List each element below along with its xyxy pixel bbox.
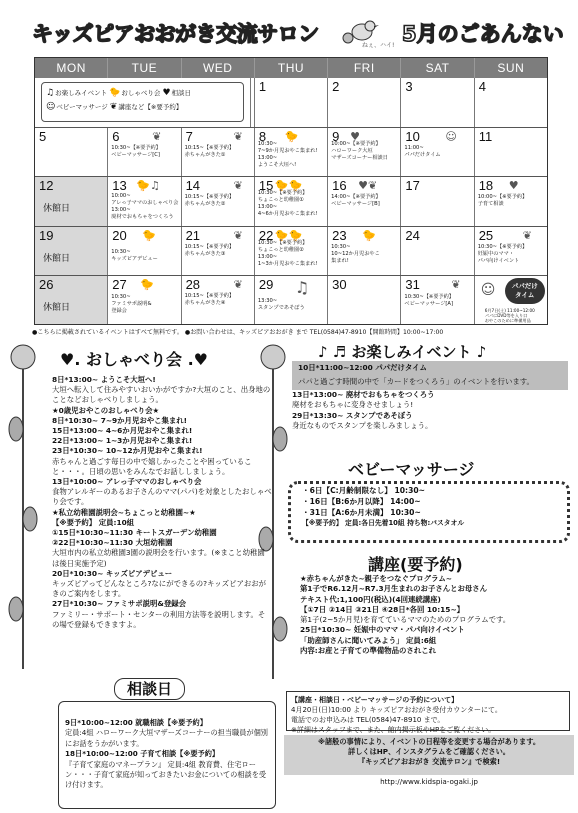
day-number: 21 xyxy=(185,227,201,243)
event-line: 13:30~ xyxy=(257,297,278,304)
closed-label: 休館日 xyxy=(43,302,71,313)
event-line: 赤ちゃんがきた④ xyxy=(184,299,226,306)
weekday-thu: THU xyxy=(255,58,328,78)
legend-massage: ベビーマッサージ xyxy=(56,103,108,111)
bottom-note-line: 『キッズピアおおがき 交流サロン』で検索! xyxy=(357,757,501,766)
papa-note-line: おやこのために準備用品 xyxy=(484,317,531,323)
koza-item-heading: 内容:お産と子育ての準備物品のされこれ xyxy=(300,646,436,656)
event-line: 赤ちゃんがきた③ xyxy=(184,250,226,257)
calendar-cell-5 xyxy=(35,128,108,176)
bird-icon: 🐤 xyxy=(142,228,156,242)
month-title: 5月のごあんない xyxy=(402,22,564,46)
koza-item-heading: 25日*10:30~ 妊娠中のママ・パパ向けイベント xyxy=(300,625,465,635)
soudan-item-heading: 18日*10:00~12:00 子育て相談【※要予約】 xyxy=(65,749,220,759)
day-number: 16 xyxy=(332,178,347,194)
cell-events xyxy=(478,244,528,265)
calendar-cell-12 xyxy=(35,177,108,225)
koza-section xyxy=(288,552,570,692)
event-line: 10:30~【※要予約】 xyxy=(257,239,308,246)
calendar-cell-30 xyxy=(328,276,401,324)
calendar-cell-20 xyxy=(108,227,181,275)
event-line: 11:00~ xyxy=(404,145,424,152)
legend-course: 講座など【※要予約】 xyxy=(118,103,183,111)
calendar-cell-19 xyxy=(35,227,108,275)
weekday-tue: TUE xyxy=(108,58,181,78)
calendar-cell-14 xyxy=(182,177,255,225)
baby-line: 【※要予約】 定員:各日先着10組 持ち物:バスタオル xyxy=(302,519,465,527)
baby-line: ・16日【B:6か月以降】 14:00~ xyxy=(302,497,421,506)
chatter-item-text: 大垣へ転入して住みやすいおいかがですか?大垣のこと、出身地のことなどおしゃべりしましょう。 xyxy=(52,385,271,405)
cell-events xyxy=(404,294,454,308)
koza-item-heading: ★赤ちゃんがきた~親子をつなぐプログラム~ xyxy=(300,574,452,583)
chatter-item-heading: 27日*10:30~ ファミサポ説明&登録会 xyxy=(52,599,187,609)
event-line: ベビーマッサージ[A] xyxy=(404,300,453,307)
day-number: 5 xyxy=(39,129,47,145)
calendar-cell-22 xyxy=(255,227,328,275)
koza-item-text: 第1子(2~5か月児)を育てているママのためのプログラムです。 xyxy=(300,615,511,625)
calendar-cell-4 xyxy=(475,78,547,127)
chatter-item-text: 食物アレルギーのあるお子さんのママ(パパ)を対象としたおしゃべり会です。 xyxy=(52,487,272,507)
calendar-cell-28 xyxy=(182,276,255,324)
soudan-title: 相談日 xyxy=(114,678,185,700)
calendar-body xyxy=(35,78,547,324)
chatter-title-text: おしゃべり会 xyxy=(86,350,183,369)
day-number: 11 xyxy=(478,129,493,145)
chatter-item-heading: ★0歳児おやこのおしゃべり会★ xyxy=(52,405,160,415)
event-line: ベビーマッサージ[C] xyxy=(111,152,160,159)
calendar-legend xyxy=(35,78,251,127)
day-number: 17 xyxy=(405,178,420,194)
calendar-cell-21 xyxy=(182,227,255,275)
day-number: 8 xyxy=(258,129,267,145)
day-number: 30 xyxy=(332,276,347,292)
calendar-cell-24 xyxy=(401,227,474,275)
chatter-item-text: ファミリー・サポート・センターの利用方法等を説明します。その場で登録もできますよ。 xyxy=(52,609,266,629)
event-line: 10:15~【※要予約】 xyxy=(184,243,235,250)
event-line: ちょこっと幼稚園① xyxy=(257,197,304,204)
events-list xyxy=(292,361,568,441)
event-line: 10~12か月児おやこ xyxy=(331,250,380,257)
day-number: 12 xyxy=(39,178,54,194)
event-item-text: パパと過ごす時間の中で「カードをつくろう」のイベントを行います。 xyxy=(292,375,568,389)
event-line: ちょこっと幼稚園② xyxy=(257,246,304,253)
event-line: 4~6か月児おやこ集まれ! xyxy=(257,211,318,218)
papa-time-date: 6月7日(土) 11:00~12:00 xyxy=(484,307,535,313)
day-number: 13 xyxy=(112,178,127,194)
cell-events xyxy=(258,240,318,268)
calendar-week-4 xyxy=(35,226,547,275)
cell-events xyxy=(258,190,318,218)
website-link[interactable]: http://www.kidspia-ogaki.jp xyxy=(380,777,478,786)
calendar-cell-18 xyxy=(475,177,547,225)
calendar-cell-papa xyxy=(475,276,547,324)
event-line: 赤ちゃんがきた① xyxy=(184,152,226,159)
day-number: 25 xyxy=(478,227,494,243)
day-number: 6 xyxy=(112,129,120,145)
calendar-cell-13 xyxy=(108,177,181,225)
calendar-cell-9 xyxy=(328,128,401,176)
bottom-note-line: 詳しくはHP、インスタグラムをご確認ください。 xyxy=(348,747,510,756)
heart-icon: ♥. xyxy=(60,350,81,369)
header-deco-text: ねぇ、ハイ! xyxy=(362,42,395,49)
event-line: パパ向けイベント xyxy=(477,257,520,264)
day-number: 29 xyxy=(258,276,274,292)
leaf-icon: ❦ xyxy=(233,277,243,291)
papa-note-line: パパにDVD等を入り口 xyxy=(484,312,528,318)
chatter-item-heading: 【※要予約】 定員:10組 xyxy=(52,517,135,527)
baby-massage-section xyxy=(288,457,570,543)
weekday-mon: MON xyxy=(35,58,108,78)
leaf-icon: ❦ xyxy=(233,130,243,144)
left-column xyxy=(0,339,294,813)
bird-music-icon: 🐤♫ xyxy=(136,179,160,193)
weekday-wed: WED xyxy=(182,58,255,78)
event-line: 13:00~ xyxy=(257,204,278,211)
event-line: 10:15~【※要予約】 xyxy=(184,292,235,299)
day-number: 7 xyxy=(185,129,193,145)
event-line: 10:30~ xyxy=(111,293,131,300)
music-note-icon: ♪ xyxy=(476,343,487,361)
papa-time-title xyxy=(505,278,545,304)
chatter-item-text: 大垣市内の私立幼稚園3園の説明会を行います。(※まこと幼稚園は後日実施予定) xyxy=(52,548,265,568)
flower-vine-left-icon xyxy=(6,339,40,669)
reserve-line: 4月20日(日)10:00 より キッズピアおおがき受付カウンターにて。 xyxy=(291,706,502,714)
event-line: 10:00~【※要予約】 xyxy=(477,194,528,201)
koza-list xyxy=(300,574,566,656)
chatter-item-heading: 22日*13:00~ 1~3か月児おやこ集まれ! xyxy=(52,436,193,446)
day-number: 18 xyxy=(478,178,494,194)
soudan-box xyxy=(58,701,276,809)
header xyxy=(0,0,578,56)
calendar-cell-25 xyxy=(475,227,547,275)
event-line: スタンプであそぼう xyxy=(257,304,305,311)
bird-icon: 🐤 xyxy=(284,130,299,144)
day-number: 22 xyxy=(258,227,274,243)
calendar-cell-11 xyxy=(475,128,547,176)
cell-events xyxy=(185,145,235,159)
chatter-item-heading: 20日*10:30~ キッズピアデビュー xyxy=(52,568,173,578)
leaf-icon: ❦ xyxy=(522,228,532,242)
cell-events xyxy=(258,141,318,169)
event-line: 7~9か月児おやこ集まれ! xyxy=(257,148,318,155)
leaf-icon: ❦ xyxy=(451,277,461,291)
koza-item-heading: 第1子でR6.12月~R7.3月生まれのお子さんとお母さん xyxy=(300,584,488,594)
father-face-icon: ☺ xyxy=(480,281,496,298)
event-line: 1~3か月児おやこ集まれ! xyxy=(257,260,318,267)
leaf-icon: ❦ xyxy=(109,102,118,112)
event-line: ファミサポ説明& xyxy=(111,300,152,307)
event-line: パパだけタイム xyxy=(404,152,441,159)
chatter-item-heading: 15日*13:00~ 4~6か月児おやこ集まれ! xyxy=(52,426,193,436)
day-number: 26 xyxy=(39,276,54,292)
event-line: 13:00~ xyxy=(257,253,278,260)
event-line: キッズピアデビュー xyxy=(111,255,158,262)
soudan-item-heading: 9日*10:00~12:00 就職相談【※要予約】 xyxy=(65,718,207,727)
chatter-item-text: キッズピアってどんなところ?なにができるの?キッズピアおおがきのご案内をします。 xyxy=(52,579,267,599)
event-line: 10:00~【※要予約】 xyxy=(331,141,381,148)
event-line: 14:00~【※要予約】 xyxy=(331,194,381,201)
event-line: 10:30~【※要予約】 xyxy=(477,243,528,250)
calendar-cell-31 xyxy=(401,276,474,324)
calendar-cell-6 xyxy=(108,128,181,176)
event-line: 10:30~【※要予約】 xyxy=(404,293,454,300)
leaf-icon: ❦ xyxy=(152,130,162,144)
baby-line: ・31日【A:6か月未満】 10:30~ xyxy=(302,508,421,517)
cell-events xyxy=(258,298,305,312)
calendar-weekday-header xyxy=(35,58,547,78)
cell-events xyxy=(404,145,440,159)
closed-label: 休館日 xyxy=(43,253,71,264)
bottom-note xyxy=(284,735,574,775)
calendar-cell-29 xyxy=(255,276,328,324)
chatter-item-heading: 23日*10:30~ 10~12か月児おやこ集まれ! xyxy=(52,446,203,456)
bird-icon: 🐤 xyxy=(109,88,121,98)
heart-icon: ♥ xyxy=(508,179,519,193)
event-line: 妊娠中のママ・ xyxy=(477,250,515,257)
heart-icon: ♥ xyxy=(162,88,171,98)
baby-line: ・6日【C:月齢制限なし】 10:30~ xyxy=(302,486,426,495)
soudan-item-text: 『子育て家庭のマネープラン』 定員:4組 教育費、住宅ローン・・・子育て家庭が知っておきたいお金についての相談を受け付けます。 xyxy=(65,759,267,790)
event-item-text: 廃材をおもちゃに変身させましょう! xyxy=(292,400,414,410)
event-line: 13:00~ xyxy=(257,155,278,162)
weekday-fri: FRI xyxy=(328,58,401,78)
notes-line: ●こちらに掲載されているイベントはすべて無料です。 ●お問い合わせは、キッズピアおおがき まで TEL(0584)47-8910【開館時間】10:00~17:00 xyxy=(32,329,444,336)
papa-time-label: パパだけ タイム xyxy=(511,281,538,299)
chatter-item-text: 赤ちゃんと過ごす毎日の中で嬉しかったことや困っていること・・・。日頃の思いをみんなでお話ししましょう。 xyxy=(52,456,252,476)
calendar-cell-15 xyxy=(255,177,328,225)
event-line: 10:30~【※要予約】 xyxy=(111,145,161,152)
day-number: 9 xyxy=(332,129,340,145)
chatter-title xyxy=(60,347,208,370)
koza-title: 講座(要予約) xyxy=(368,555,463,574)
calendar-cell-2 xyxy=(328,78,401,127)
event-line: 10:15~【※要予約】 xyxy=(184,194,235,201)
event-line: ようこそ大垣へ! xyxy=(257,162,297,169)
calendar-cell-17 xyxy=(401,177,474,225)
day-number: 1 xyxy=(258,79,267,94)
bird-pair-icon: 🐤🐤 xyxy=(274,228,303,242)
baby-icon: ☺ xyxy=(46,102,56,112)
event-line: 10:30~ xyxy=(111,248,131,255)
day-number: 10 xyxy=(405,129,420,145)
bird-icon: 🐤 xyxy=(362,228,376,242)
calendar-cell-7 xyxy=(182,128,255,176)
reserve-line: ※詳細はスタッフまで、また、館内掲示板やHPをご覧ください。 xyxy=(291,726,496,734)
closed-label: 休館日 xyxy=(43,204,71,215)
calendar-week-2 xyxy=(35,127,547,176)
calendar-cell-1 xyxy=(255,78,328,127)
event-line: ベビーマッサージ[B] xyxy=(331,201,380,208)
baby-title: ベビーマッサージ xyxy=(348,460,475,479)
event-item-heading: 10日*11:00~12:00 パパだけタイム xyxy=(292,361,568,375)
legend-line-1 xyxy=(46,86,239,100)
heart-leaf-icon: ♥❦ xyxy=(358,179,378,193)
papa-time-note xyxy=(485,308,535,323)
leaf-icon: ❦ xyxy=(233,179,243,193)
cell-events xyxy=(331,244,380,265)
legend-consult: 相談日 xyxy=(171,89,192,97)
chatter-item-heading: ①15日*10:30~11:30 キートスガーデン幼稚園 xyxy=(52,528,217,538)
calendar-cell-3 xyxy=(401,78,474,127)
music-note-icon: ♫ xyxy=(294,277,310,297)
right-column xyxy=(284,339,578,813)
weekday-sat: SAT xyxy=(401,58,474,78)
event-line: 10:00~ xyxy=(111,193,131,200)
events-title-text: お楽しみイベント xyxy=(351,343,472,361)
legend-line-2 xyxy=(46,100,239,114)
legend-event: お楽しみイベント xyxy=(55,89,108,97)
cell-events xyxy=(185,293,235,307)
cell-events xyxy=(331,141,388,162)
day-number: 24 xyxy=(405,227,420,243)
day-number: 28 xyxy=(185,276,201,292)
cell-events xyxy=(185,244,235,258)
reserve-box xyxy=(286,691,570,734)
heart-icon: .♥ xyxy=(187,350,209,369)
event-line: 集まれ! xyxy=(331,257,349,264)
koza-item-heading: 【①7日 ②14日 ③21日 ④28日*各回 10:15~】 xyxy=(300,604,465,614)
calendar-cell-8 xyxy=(255,128,328,176)
event-line: 廃材でおもちゃをつくろう xyxy=(111,214,174,221)
baby-lines xyxy=(302,485,548,529)
day-number: 2 xyxy=(332,79,340,94)
calendar-cell-26 xyxy=(35,276,108,324)
calendar xyxy=(34,57,548,325)
heart-icon: ♥ xyxy=(350,130,360,144)
calendar-cell-27 xyxy=(108,276,181,324)
koza-item-heading: 「助産師さんに聞いてみよう」 定員:6組 xyxy=(300,635,437,645)
event-line: 10:30~【※要予約】 xyxy=(257,190,308,197)
legend-chat: おしゃべり会 xyxy=(121,89,161,97)
day-number: 23 xyxy=(332,227,347,243)
cell-events xyxy=(111,145,161,159)
event-line: ハローワーク大垣 xyxy=(331,148,373,155)
event-line: アレっ子ママのおしゃべり会 xyxy=(111,200,179,207)
day-number: 15 xyxy=(258,178,274,194)
soudan-item-text: 定員:4組 ハローワーク大垣マザーズコーナーの担当職員が個別にお話をうかがいます。 xyxy=(65,728,268,748)
event-line: 子育て相談 xyxy=(477,201,504,208)
calendar-cell-23 xyxy=(328,227,401,275)
chatter-item-heading: ★私立幼稚園説明会~ちょこっと幼稚園~★ xyxy=(52,507,196,517)
chatter-item-heading: 8日*10:30~ 7~9か月児おやこ集まれ! xyxy=(52,415,188,425)
koza-item-heading: テキスト代:1,100円(税込)(4回連続講座) xyxy=(300,594,441,604)
legend-box xyxy=(41,82,244,122)
day-number: 20 xyxy=(112,227,127,243)
chatter-item-heading: ②22日*10:30~11:30 大垣幼稚園 xyxy=(52,538,173,548)
cell-events xyxy=(111,193,178,221)
day-number: 14 xyxy=(185,178,201,194)
leaf-icon: ❦ xyxy=(233,228,243,242)
calendar-cell-16 xyxy=(328,177,401,225)
event-item-text: 身近なものでスタンプを楽しみましょう。 xyxy=(292,421,433,431)
cell-events xyxy=(111,294,151,315)
day-number: 31 xyxy=(405,276,420,292)
calendar-cell-10 xyxy=(401,128,474,176)
page-title: キッズピアおおがき交流サロン xyxy=(32,22,319,46)
event-line: 10:30~ xyxy=(257,141,278,148)
music-note-icon: ♫ xyxy=(46,88,55,98)
cell-events xyxy=(111,249,158,263)
event-line: マザーズコーナー相談日 xyxy=(331,155,388,162)
cell-events xyxy=(185,194,235,208)
chatter-list xyxy=(52,375,272,630)
calendar-week-3 xyxy=(35,176,547,225)
father-face-icon: ☺ xyxy=(445,130,457,144)
events-title xyxy=(318,341,486,362)
calendar-week-5 xyxy=(35,275,547,324)
event-line: 赤ちゃんがきた② xyxy=(184,201,226,208)
event-line: 10:30~ xyxy=(331,243,351,250)
reserve-line: 電話でのお申込みは TEL(0584)47-8910 まで。 xyxy=(291,716,445,724)
cell-events xyxy=(331,194,381,208)
event-line: 10:15~【※要予約】 xyxy=(184,145,235,152)
event-line: 13:00~ xyxy=(111,207,131,214)
bird-pair-icon: 🐤🐤 xyxy=(274,179,303,193)
music-note-icon: ♪ ♬ xyxy=(318,343,347,361)
cell-events xyxy=(478,194,528,208)
event-item-heading: 29日*13:30~ スタンプであそぼう xyxy=(292,410,413,420)
day-number: 27 xyxy=(112,276,127,292)
event-item-heading: 13日*13:00~ 廃材でおもちゃをつくろう xyxy=(292,389,435,399)
day-number: 3 xyxy=(405,79,413,94)
event-line: 登録会 xyxy=(111,307,127,314)
bottom-note-line: ※諸般の事情により、イベントの日程等を変更する場合があります。 xyxy=(317,737,541,746)
papa-time-badge xyxy=(477,278,545,322)
weekday-sun: SUN xyxy=(497,61,525,75)
day-number: 19 xyxy=(39,227,54,243)
chatter-item-heading: 8日*13:00~ ようこそ大垣へ! xyxy=(52,375,156,384)
day-number: 4 xyxy=(478,79,486,94)
chatter-item-heading: 13日*10:00~ アレっ子ママのおしゃべり会 xyxy=(52,477,202,487)
reserve-title: 【講座・相談日・ベビーマッサージの予約について】 xyxy=(291,696,459,704)
bird-icon: 🐤 xyxy=(140,277,154,291)
